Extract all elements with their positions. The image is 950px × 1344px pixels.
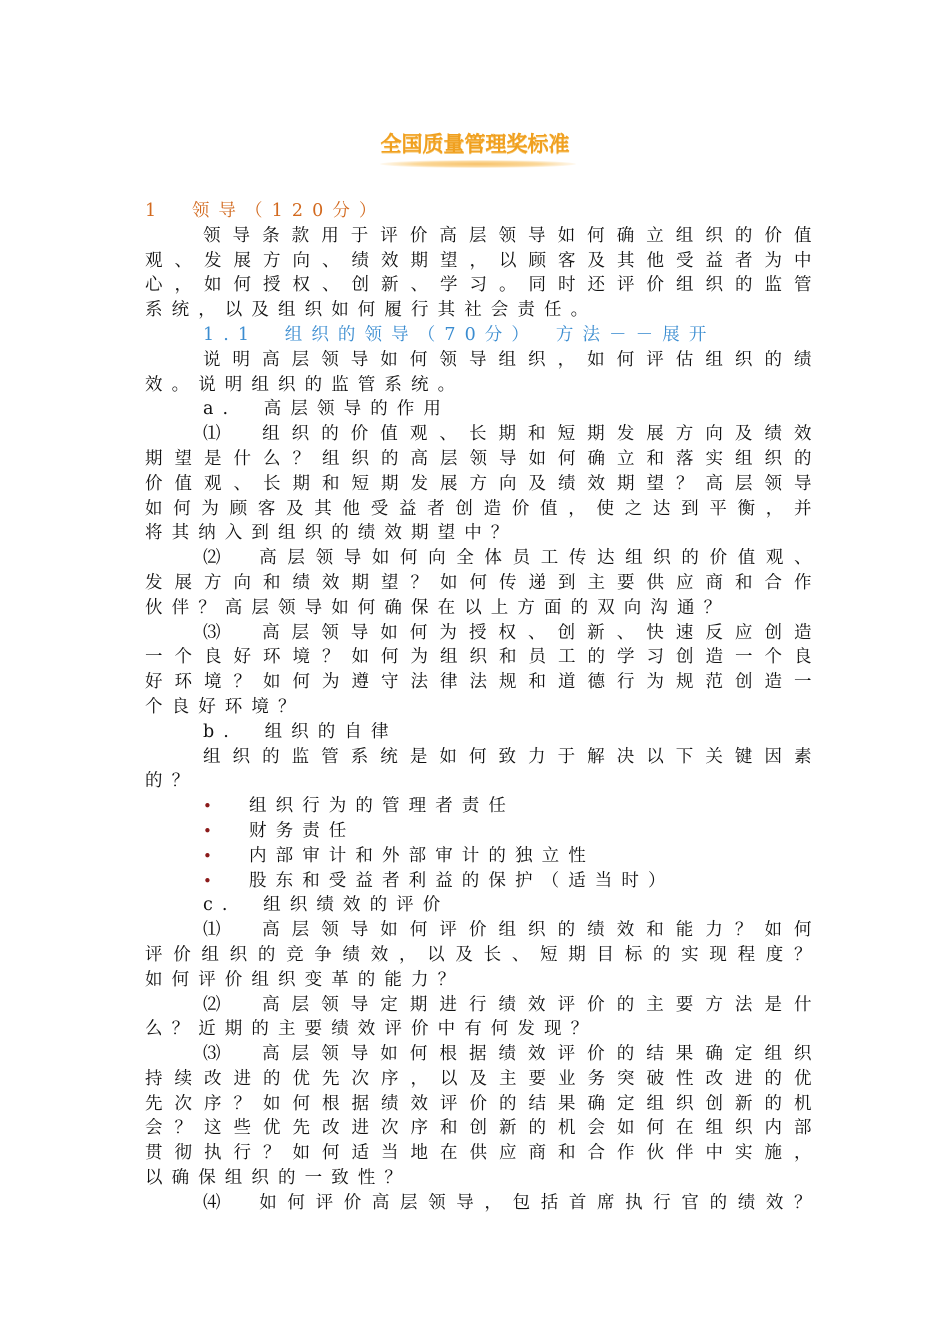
bullet-text: 组织行为的管理者责任 bbox=[249, 796, 515, 817]
bullet-icon: • bbox=[203, 846, 212, 865]
bullet-icon: • bbox=[203, 821, 212, 840]
bullet-list-item bbox=[145, 794, 815, 819]
title-underline-decoration bbox=[380, 160, 576, 168]
body-text-line: 一个良好环境？如何为组织和员工的学习创造一个良 bbox=[145, 647, 815, 668]
bullet-icon: • bbox=[203, 797, 212, 816]
body-text-line: 个良好环境？ bbox=[145, 696, 305, 717]
body-text-line: 系统，以及组织如何履行其社会责任。 bbox=[145, 300, 598, 321]
bullet-text: 内部审计和外部审计的独立性 bbox=[249, 845, 595, 866]
subsection-heading: 1.1 组织的领导（70分） 方法－－展开 bbox=[203, 324, 716, 345]
body-text-line: 组织的监管系统是如何致力于解决以下关键因素 bbox=[203, 746, 815, 767]
body-text-line: ⑵ 高层领导定期进行绩效评价的主要方法是什 bbox=[203, 994, 815, 1015]
section-heading: 1 领导（120分） bbox=[145, 201, 386, 221]
body-text-line: ⑷ 如何评价高层领导，包括首席执行官的绩效？ bbox=[203, 1192, 815, 1213]
body-text-line: ⑴ 组织的价值观、长期和短期发展方向及绩效 bbox=[203, 424, 815, 445]
body-text-line: ⑵ 高层领导如何向全体员工传达组织的价值观、 bbox=[203, 548, 815, 569]
bullet-list-item bbox=[145, 844, 815, 869]
body-text-line: 期望是什么？组织的高层领导如何确立和落实组织的 bbox=[145, 448, 815, 469]
body-text-line: 心，如何授权、创新、学习。同时还评价组织的监管 bbox=[145, 275, 815, 296]
bullet-icon: • bbox=[203, 871, 212, 890]
bullet-text: 股东和受益者利益的保护（适当时） bbox=[249, 870, 675, 891]
body-text-line: 观、发展方向、绩效期望，以顾客及其他受益者为中 bbox=[145, 250, 815, 271]
body-text-line: 会？这些优先改进次序和创新的机会如何在组织内部 bbox=[145, 1118, 815, 1139]
body-text-line: 么？近期的主要绩效评价中有何发现？ bbox=[145, 1019, 598, 1040]
body-text-line: 伙伴？高层领导如何确保在以上方面的双向沟通？ bbox=[145, 597, 731, 618]
document-title: 全国质量管理奖标准 bbox=[380, 132, 570, 156]
body-text-line: 如何评价组织变革的能力？ bbox=[145, 969, 465, 990]
document-body bbox=[145, 199, 815, 1216]
body-text-line: ⑴ 高层领导如何评价组织的绩效和能力？如何 bbox=[203, 920, 815, 941]
body-text-line: b. 组织的自律 bbox=[203, 721, 398, 742]
body-text-line: 以确保组织的一致性？ bbox=[145, 1168, 411, 1189]
body-text-line: 效。说明组织的监管系统。 bbox=[145, 374, 465, 395]
body-text-line: 好环境？如何为遵守法律法规和道德行为规范创造一 bbox=[145, 672, 815, 693]
body-text-line: c. 组织绩效的评价 bbox=[203, 895, 450, 916]
body-text-line: 评价组织的竞争绩效，以及长、短期目标的实现程度？ bbox=[145, 944, 815, 965]
body-text-line: ⑶ 高层领导如何为授权、创新、快速反应创造 bbox=[203, 622, 815, 643]
body-text-line: 发展方向和绩效期望？如何传递到主要供应商和合作 bbox=[145, 572, 815, 593]
body-text-line: 说明高层领导如何领导组织，如何评估组织的绩 bbox=[203, 349, 815, 370]
bullet-list-item bbox=[145, 869, 815, 894]
body-text-line: 如何为顾客及其他受益者创造价值，使之达到平衡，并 bbox=[145, 498, 815, 519]
body-text-line: ⑶ 高层领导如何根据绩效评价的结果确定组织 bbox=[203, 1044, 815, 1065]
bullet-list-item bbox=[145, 819, 815, 844]
body-text-line: 将其纳入到组织的绩效期望中？ bbox=[145, 523, 518, 544]
body-text-line: 贯彻执行？如何适当地在供应商和合作伙伴中实施， bbox=[145, 1143, 815, 1164]
body-text-line: 先次序？如何根据绩效评价的结果确定组织创新的机 bbox=[145, 1093, 815, 1114]
body-text-line: a. 高层领导的作用 bbox=[203, 399, 450, 420]
bullet-text: 财务责任 bbox=[249, 820, 356, 841]
body-text-line: 持续改进的优先次序，以及主要业务突破性改进的优 bbox=[145, 1068, 815, 1089]
title-container bbox=[0, 128, 950, 158]
body-text-line: 的？ bbox=[145, 771, 199, 792]
body-text-line: 价值观、长期和短期发展方向及绩效期望？高层领导 bbox=[145, 473, 815, 494]
body-text-line: 领导条款用于评价高层领导如何确立组织的价值 bbox=[203, 225, 815, 246]
